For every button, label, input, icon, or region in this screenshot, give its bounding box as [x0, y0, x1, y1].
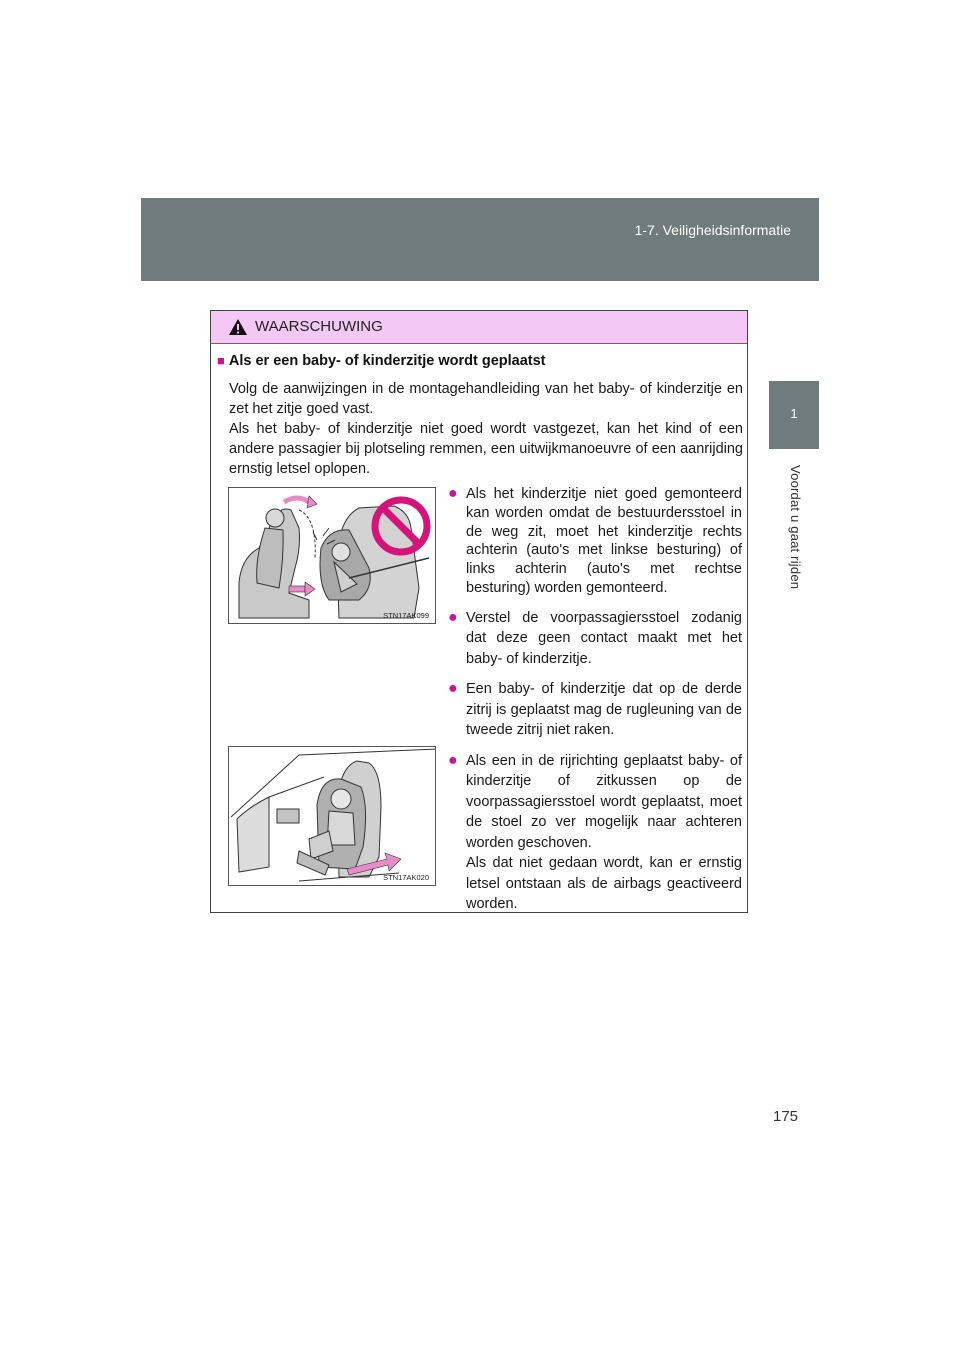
child-seat-passenger-drawing — [229, 747, 436, 886]
bullet-dot-icon: ● — [448, 608, 458, 626]
warning-title: WAARSCHUWING — [255, 318, 383, 335]
bullet-dot-icon: ● — [448, 485, 458, 502]
list-item — [448, 485, 742, 598]
bullet-text: Een baby- of kinderzitje dat op de derde zitrij is geplaatst mag de rugleuning van de tweede zitrij niet raken. — [466, 681, 742, 739]
chapter-tab — [769, 381, 819, 449]
subheading-text: Als er een baby- of kinderzitje wordt geplaatst — [228, 353, 546, 369]
section-header-band — [141, 198, 819, 281]
list-item — [448, 751, 742, 915]
intro-paragraph-1: Volg de aanwijzingen in de montagehandleiding van het baby- of kinderzitje en zet het zitje goed vast. — [229, 381, 743, 417]
list-item — [448, 679, 742, 741]
illustration-child-seat-front — [228, 487, 436, 624]
page-number: 175 — [773, 1108, 799, 1125]
bullet-text: Als een in de rijrichting geplaatst baby- of kinderzitje of zitkussen op de voorpassagiersstoel wordt geplaatst, moet de stoel zo ver mogelijk naar achteren worden geschoven. — [466, 752, 742, 851]
list-item — [448, 608, 742, 670]
child-seat-front-drawing — [229, 488, 436, 624]
bullet-list — [448, 485, 742, 915]
warning-intro — [229, 379, 743, 479]
warning-header — [211, 311, 747, 344]
section-label: 1-7. Veiligheidsinformatie — [634, 222, 791, 238]
bullet-dot-icon: ● — [448, 751, 458, 769]
figure-2-code: STN17AK020 — [383, 873, 429, 882]
warning-content — [211, 343, 747, 912]
bullet-text: Verstel de voorpassagiersstoel zodanig dat deze geen contact maakt met het baby- of kinderzitje. — [466, 609, 742, 667]
chapter-title: Voordat u gaat rijden — [788, 465, 803, 590]
bullet-text: Als het kinderzitje niet goed gemonteerd kan worden omdat de bestuurdersstoel in de weg zit, moet het kinderzitje rechts achterin (auto's met linkse besturing) of links achterin (auto's met rechtse besturing) worden gemonteerd. — [466, 486, 742, 596]
square-bullet-icon: ■ — [217, 353, 225, 368]
bullet-dot-icon: ● — [448, 680, 458, 698]
chapter-number: 1 — [790, 406, 798, 421]
bullet-text-extra: Als dat niet gedaan wordt, kan er ernstig letsel ontstaan als de airbags geactiveerd worden. — [466, 855, 742, 913]
figure-1-code: STN17AK099 — [383, 611, 429, 620]
warning-box — [210, 310, 748, 913]
illustration-child-seat-passenger — [228, 746, 436, 886]
warning-subheading — [217, 353, 546, 369]
intro-paragraph-2: Als het baby- of kinderzitje niet goed wordt vastgezet, kan het kind of een andere passagier bij plotseling remmen, een uitwijkmanoeuvre of een aanrijding ernstig letsel oplopen. — [229, 421, 743, 477]
warning-triangle-icon — [228, 318, 248, 336]
